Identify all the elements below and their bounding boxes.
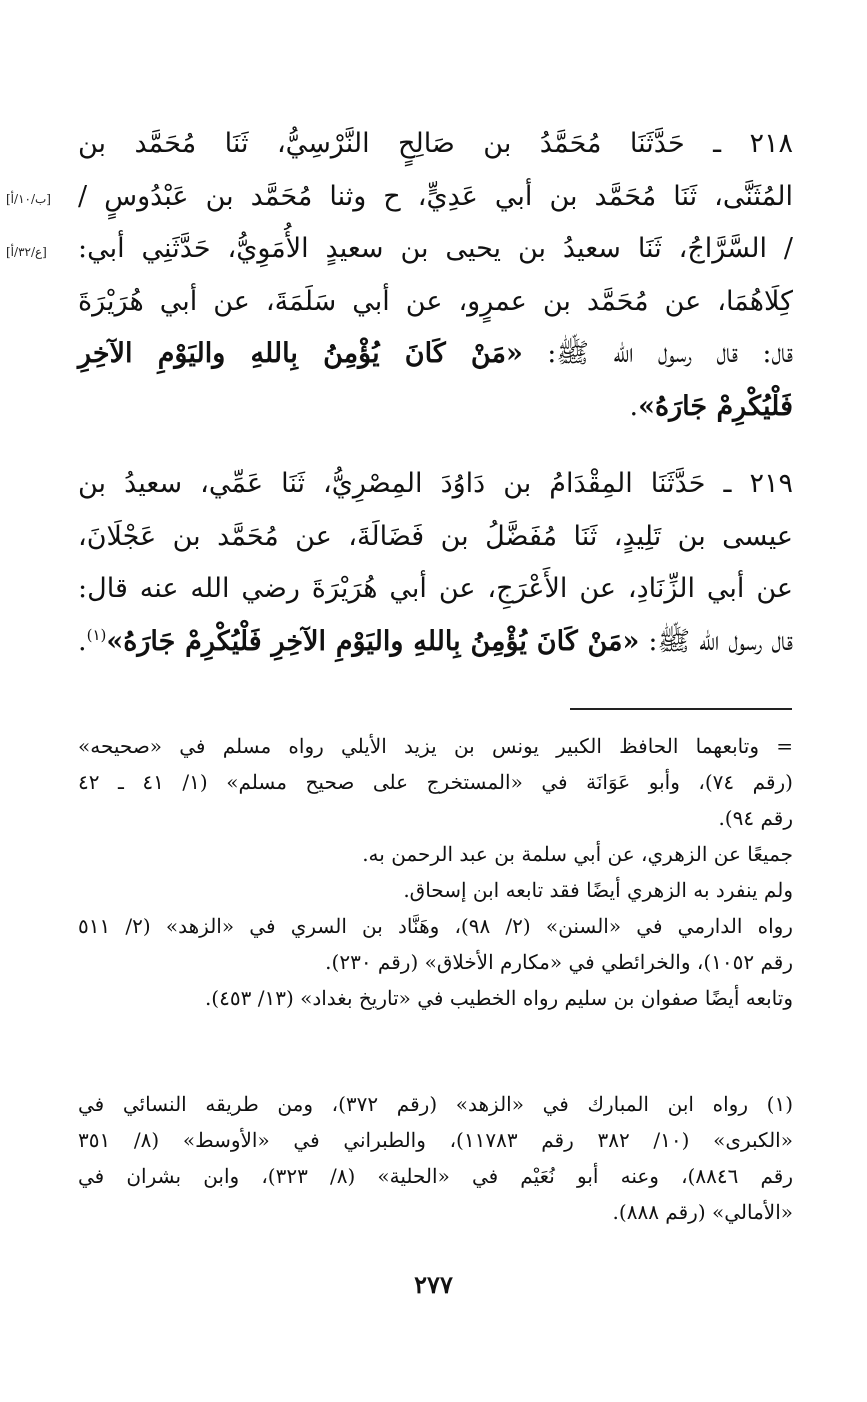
footnote-continued-line: رقم ١٠٥٢)، والخرائطي في «مكارم الأخلاق» (رقم ٢٣٠). [325, 950, 793, 974]
footnote-1-line: رقم ٨٨٤٦)، وعنه أبو نُعَيْم في «الحلية» (٨/ ٣٢٣)، وابن بشران في [78, 1164, 793, 1188]
hadith-218-line-3: / السَّرَّاجُ، ثَنَا سعيدُ بن يحيى بن سعيدٍ الأُمَوِيُّ، حَدَّثَنِي أبي: [78, 233, 793, 264]
footnote-continued-line: ولم ينفرد به الزهري أيضًا فقد تابعه ابن إسحاق. [403, 878, 793, 902]
footnote-marker-1: (١) [86, 625, 107, 644]
footnote-1-line: «الكبرى» (١٠/ ٣٨٢ رقم ١١٧٨٣)، والطبراني في «الأوسط» (٨/ ٣٥١ [78, 1128, 793, 1152]
footnote-continued-line: رواه الدارمي في «السنن» (٢/ ٩٨)، وهَنَّاد بن السري في «الزهد» (٢/ ٥١١ [78, 914, 793, 938]
hadith-218-line-6 [78, 381, 793, 434]
hadith-219-line-2: عيسى بن تَلِيدٍ، ثَنَا مُفَضَّلُ بن فَضَالَةَ، عن مُحَمَّد بن عَجْلَانَ، [78, 520, 793, 552]
page-number: ٢٧٧ [414, 1270, 453, 1299]
hadith-219-narration-lead: قال رسول الله ﷺ: [639, 625, 793, 657]
hadith-219 [78, 458, 793, 668]
hadith-219-prophetic-text: «مَنْ كَانَ يُؤْمِنُ بِاللهِ واليَوْمِ الآخِرِ فَلْيُكْرِمْ جَارَهُ» [106, 625, 640, 657]
hadith-218-line-1: ٢١٨ ـ حَدَّثَنَا مُحَمَّدُ بن صَالِحٍ النَّرْسِيُّ، ثَنَا مُحَمَّد بن [78, 128, 793, 159]
hadith-218-line-5 [78, 328, 793, 381]
hadith-218-narration-lead: قال: قال رسول الله ﷺ: [522, 338, 793, 369]
hadith-218 [78, 118, 793, 433]
footnote-continued [78, 728, 793, 1016]
footnote-1-line: «الأمالي» (رقم ٨٨٨). [612, 1200, 793, 1224]
hadith-219-line-4 [78, 616, 793, 669]
footnote-1 [78, 1086, 793, 1230]
footnote-continued-line: (رقم ٧٤)، وأبو عَوَانَة في «المستخرج على صحيح مسلم» (١/ ٤١ ـ ٤٢ [78, 770, 793, 794]
hadith-219-line-1: ٢١٩ ـ حَدَّثَنَا المِقْدَامُ بن دَاوُدَ المِصْرِيُّ، ثَنَا عَمِّي، سعيدُ بن [78, 468, 793, 499]
footnote-continued-line: جميعًا عن الزهري، عن أبي سلمة بن عبد الرحمن به. [362, 842, 793, 866]
margin-manuscript-ref-2: [ع/٣٢/أ] [6, 245, 47, 259]
hadith-218-prophetic-text: «مَنْ كَانَ يُؤْمِنُ بِاللهِ واليَوْمِ الآخِرِ [78, 338, 523, 369]
hadith-219-full-stop: . [78, 625, 87, 657]
footnote-continued-line: = وتابعهما الحافظ الكبير يونس بن يزيد الأيلي رواه مسلم في «صحيحه» [78, 734, 793, 758]
margin-manuscript-ref-1: [ب/١٠/أ] [6, 192, 51, 206]
hadith-218-prophetic-text-end: فَلْيُكْرِمْ جَارَهُ» [638, 390, 793, 422]
hadith-218-line-2: المُثَنَّى، ثَنَا مُحَمَّد بن أبي عَدِيٍّ، ح وثنا مُحَمَّد بن عَبْدُوسٍ / [78, 180, 793, 212]
hadith-218-full-stop: . [629, 390, 639, 422]
footnote-continued-line: رقم ٩٤). [718, 806, 793, 830]
footnote-continued-line: وتابعه أيضًا صفوان بن سليم رواه الخطيب في «تاريخ بغداد» (١٣/ ٤٥٣). [204, 986, 793, 1010]
footnote-separator [570, 708, 792, 710]
footnote-1-line: (١) رواه ابن المبارك في «الزهد» (رقم ٣٧٢)، ومن طريقه النسائي في [78, 1092, 793, 1116]
hadith-219-line-3: عن أبي الزِّنَادِ، عن الأَعْرَجِ، عن أبي هُرَيْرَةَ رضي الله عنه قال: [78, 573, 793, 604]
hadith-218-line-4: كِلَاهُمَا، عن مُحَمَّد بن عمرٍو، عن أبي سَلَمَةَ، عن أبي هُرَيْرَةَ [78, 285, 793, 317]
